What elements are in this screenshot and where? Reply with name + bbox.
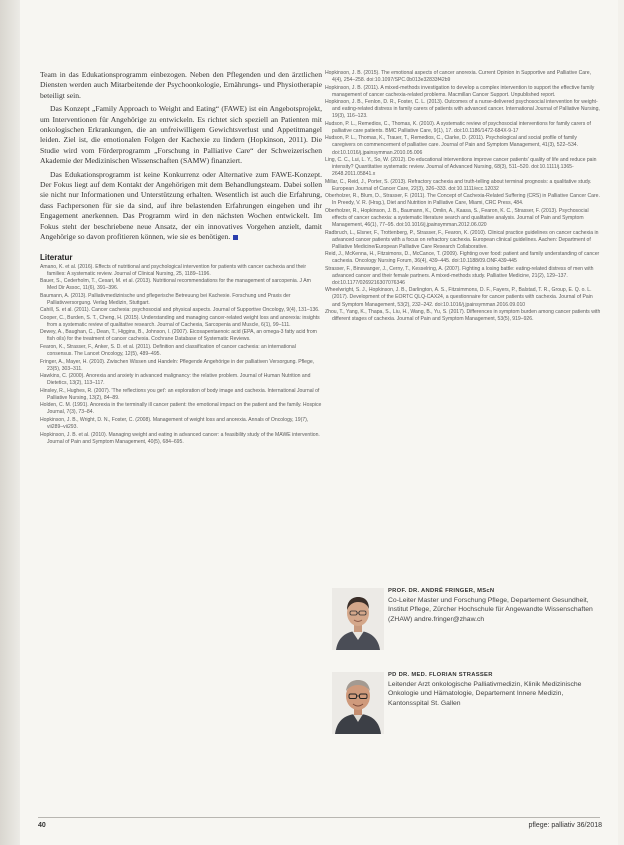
reference-item: Hinsley, R., Hughes, R. (2007). 'The reflections you get': an exploration of body image and cachexia. International Journal of Palliative Nursing, 13(2), 84–89. (40, 387, 320, 401)
reference-item: Oberholzer, R., Hopkinson, J. B., Baumann, K., Omlin, A., Kaasa, S., Fearon, K. C., Strasser, F. (2013). Psychosocial effects of cancer cachexia: a systematic literature search and qualitative analysis. Journal of Pain and Symptom Management, 46(1), 77–95. doi:10.1016/j.jpainsymman.2012.06.020 (325, 207, 589, 228)
reference-item: Hudson, P. L., Remedios, C., Thomas, K. (2010). A systematic review of psychosocial interventions for family carers of palliative care patients. BMC Palliative Care, 9(1), 17. doi:10.1186/1472-684X-9-17 (325, 120, 591, 134)
references-left (40, 264, 322, 446)
reference-item: Hawkins, C. (2000). Anorexia and anxiety in advanced malignancy: the relative problem. Journal of Human Nutrition and Dietetics, 13(2), 113–117. (40, 373, 311, 387)
body-paragraph: Das Konzept „Family Approach to Weight and Eating“ (FAWE) ist ein Angebotsprojekt, um Interventionen für Angehörige zu entwickeln. Es richtet sich speziell an Patienten mit onkologischen Erkrankungen, die an unfreiwilligem Gewichtsverlust und Appetitmangel leiden. Ziel ist, die emotionalen Folgen der Kachexie zu lindern (Hopkinson, 2011). Die Studie wird vom Förderprogramm „Forschung in Palliative Care“ der Schweizerischen Akademie der Medizinischen Wissenschaften (SAMW) finanziert. (40, 104, 322, 166)
portrait-icon (332, 672, 384, 734)
author-description: Co-Leiter Master und Forschung Pflege, Departement Gesundheit, Institut Pflege, Zürcher Hochschule für Angewandte Wissenschaften (ZHAW) andre.fringer@zhaw.ch (388, 597, 593, 623)
reference-item: Millar, C., Reid, J., Porter, S. (2013). Refractory cachexia and truth-telling about terminal prognosis: a qualitative study. European Journal of Cancer Care, 22(3), 326–333. doi:10.1111/ecc.12032 (325, 178, 592, 192)
right-column (325, 70, 601, 324)
reference-item: Hopkinson, J. B. (2015). The emotional aspects of cancer anorexia. Current Opinion in Supportive and Palliative Care, 4(4), 254–258. doi:10.1097/SPC.0b013e32833f42b9 (325, 70, 592, 84)
author-photo-avatar (332, 672, 384, 734)
footer-divider (38, 817, 600, 818)
scan-edge (0, 0, 20, 845)
reference-item: Cooper, C., Burden, S. T., Cheng, H. (2015). Understanding and managing cancer-related weight loss and anorexia: insights from a systematic review of qualitative research. Journal of Cachexia, Sarcopenia and Muscle, 6(1), 99–111. (40, 314, 320, 328)
journal-name: pflege: palliativ 36/2018 (528, 822, 602, 829)
reference-item: Amano, K. et al. (2016). Effects of nutritional and psychological intervention for patients with cancer cachexia and their families: A systematic review. Journal of Clinical Nursing, 25, 1189–1196. (40, 263, 307, 277)
reference-item: Hudson, P. L., Thomas, K., Trauer, T., Remedios, C., Clarke, D. (2011). Psychological and social profile of family caregivers on commencement of palliative care. Journal of Pain and Symptom Management, 41(3), 522–534. doi:10.1016/j.jpainsymman.2010.05.006 (325, 135, 579, 156)
reference-item: Bauer, S., Cederholm, T., Cesari, M. et al. (2013). Nutritional recommendations for the management of sarcopenia. J Am Med Dir Assoc, 11(6), 391–396. (40, 278, 311, 292)
reference-item: Dewey, A., Baughan, C., Dean, T., Higgins, B., Johnson, I. (2007). Eicosapentaenoic acid (EPA, an omega-3 fatty acid from fish oils) for the treatment of cancer cachexia. Cochrane Database of Systematic Reviews. (40, 329, 317, 343)
author-name: PD DR. MED. FLORIAN STRASSER (388, 672, 493, 678)
reference-item: Zhou, T., Yang, K., Thapa, S., Liu, H., Wang, B., Yu, S. (2017). Differences in symptom burden among cancer patients with different stages of cachexia. Journal of Pain and Symptom Management, 53(5), 919–926. (325, 309, 601, 323)
reference-item: Baumann, A. (2013). Palliativmedizinische und pflegerische Betreuung bei Kachexie. Forschung und Praxis der Palliativversorgung. Verlag Medizin, Stuttgart. (40, 292, 291, 306)
reference-item: Hopkinson, J. B., Fenlon, D. R., Foster, C. L. (2013). Outcomes of a nurse-delivered psychosocial intervention for weight- and eating-related distress in family carers of patients with advanced cancer. International Journal of Palliative Nursing, 19(3), 116–123. (325, 99, 600, 120)
body-paragraph-last (40, 170, 322, 243)
reference-item: Hopkinson, J. B. (2011). A mixed-methods investigation to develop a complex intervention to support the effective family management of cancer cachexia-related problems. Macmillan Cancer Support. Unpublished report. (325, 84, 595, 98)
literature-heading: Literatur (40, 252, 73, 262)
reference-item: Cahill, S. et al. (2011). Cancer cachexia: psychosocial and physical aspects. Journal of Supportive Oncology, 9(4), 131–136. (40, 307, 320, 314)
article-end-mark-icon (233, 235, 238, 240)
reference-item: Fearon, K., Strasser, F., Anker, S. D. et al. (2011). Definition and classification of cancer cachexia: an international consensus. The Lancet Oncology, 12(5), 489–495. (40, 344, 296, 358)
portrait-icon (332, 588, 384, 650)
article-body (40, 70, 322, 243)
reference-item: Wheelwright, S. J., Hopkinson, J. B., Darlington, A. S., Fitzsimmons, D. F., Fayers, P., Balstad, T. R., Group, E. Q. o. L. (2017). Development of the EORTC QLQ-CAX24, a questionnaire for cancer patients with cachexia. Journal of Pain and Symptom Management, 53(2), 232–242. doi:10.1016/j.jpainsymman.2016.09.010 (325, 287, 593, 308)
reference-item: Radbruch, L., Elsner, F., Trottenberg, P., Strasser, F., Fearon, K. (2010). Clinical practice guidelines on cancer cachexia in advanced cancer patients with a focus on refractory cachexia. European clinical guidelines. Aachen: Department of Palliative Medicine/European Palliative Care Research Collaborative. (325, 229, 599, 250)
author-info (388, 588, 598, 624)
author-info (388, 672, 598, 708)
reference-item: Oberholzer, R., Blum, D., Strasser, F. (2011). The Concept of Cachexia-Related Suffering (CRS) in Palliative Cancer Care. In Preedy, V. R. (Hrsg.), Diet and Nutrition in Palliative Care, Miami, CRC Press, 484. (325, 193, 600, 207)
body-paragraph-text: Das Edukationsprogramm ist keine Konkurrenz oder Alternative zum FAWE-Konzept. Der Fokus liegt auf dem Kontakt der Angehörigen mit dem Behandlungsteam. Dabei sollen sie nicht nur Informationen und Unterstützung erhalten. Wesentlich ist auch die Erfahrung, dass Fachpersonen für sie da sind, auf ihre belastenden Erfahrungen eingehen und ihr Engagement anerkennen. Das Programm wird in den nächsten Wochen entwickelt. Im Fokus steht der beschriebene neue Ansatz, der ein innovatives Vorgehen anzielt, damit Angehörige so davon profitieren können, wie sie es benötigen. (40, 169, 322, 242)
reference-item: Fringer, A., Mayer, H. (2010). Zwischen Wissen und Handeln: Pflegende Angehörige in der palliativen Versorgung. Pflege, 23(5), 303–311. (40, 358, 315, 372)
body-paragraph: Team in das Edukationsprogramm einbezogen. Neben den Pflegenden und den ärztlichen Diensten werden auch Mitarbeitende der Psychoonkologie, Ernährungs- und Physiotherapie beteiligt sein. (40, 70, 322, 100)
reference-item: Ling, C. C., Lui, L. Y., So, W. (2012). Do educational interventions improve cancer patients' quality of life and reduce pain intensity? Quantitative systematic review. Journal of Advanced Nursing, 68(3), 511–520. doi:10.1111/j.1365-2648.2011.05841.x (325, 157, 597, 178)
author-description: Leitender Arzt onkologische Palliativmedizin, Klinik Medizinische Onkologie und Hämatologie, Departement Innere Medizin, Kantonsspital St. Gallen (388, 681, 582, 707)
left-column (40, 70, 322, 446)
reference-item: Holden, C. M. (1991). Anorexia in the terminally ill cancer patient: the emotional impact on the patient and the family. Hospice Journal, 7(3), 73–84. (40, 402, 322, 416)
author-name: PROF. DR. ANDRÉ FRINGER, MScN (388, 588, 495, 594)
page-number: 40 (38, 822, 46, 829)
references-right (325, 70, 601, 323)
reference-item: Reid, J., McKenna, H., Fitzsimons, D., McCance, T. (2009). Fighting over food: patient and family understanding of cancer cachexia. Oncology Nursing Forum, 36(4), 439–445. doi:10.1188/09.ONF.439-445 (325, 251, 600, 265)
reference-item: Hopkinson, J. B., Wright, D. N., Foster, C. (2008). Management of weight loss and anorexia. Annals of Oncology, 19(7), vii289–vii293. (40, 416, 309, 431)
author-photo-avatar (332, 588, 384, 650)
reference-item: Strasser, F., Binswanger, J., Cerny, T., Kesselring, A. (2007). Fighting a losing battle: eating-related distress of men with advanced cancer and their female partners. A mixed-methods study. Palliative Medicine, 21(2), 129–137. doi:10.1177/0269216307076346 (325, 265, 594, 286)
reference-item: Hopkinson, J. B. et al. (2010). Managing weight and eating in advanced cancer: a feasibility study of the MAWE intervention. Journal of Pain and Symptom Management, 40(5), 684–695. (40, 431, 320, 445)
